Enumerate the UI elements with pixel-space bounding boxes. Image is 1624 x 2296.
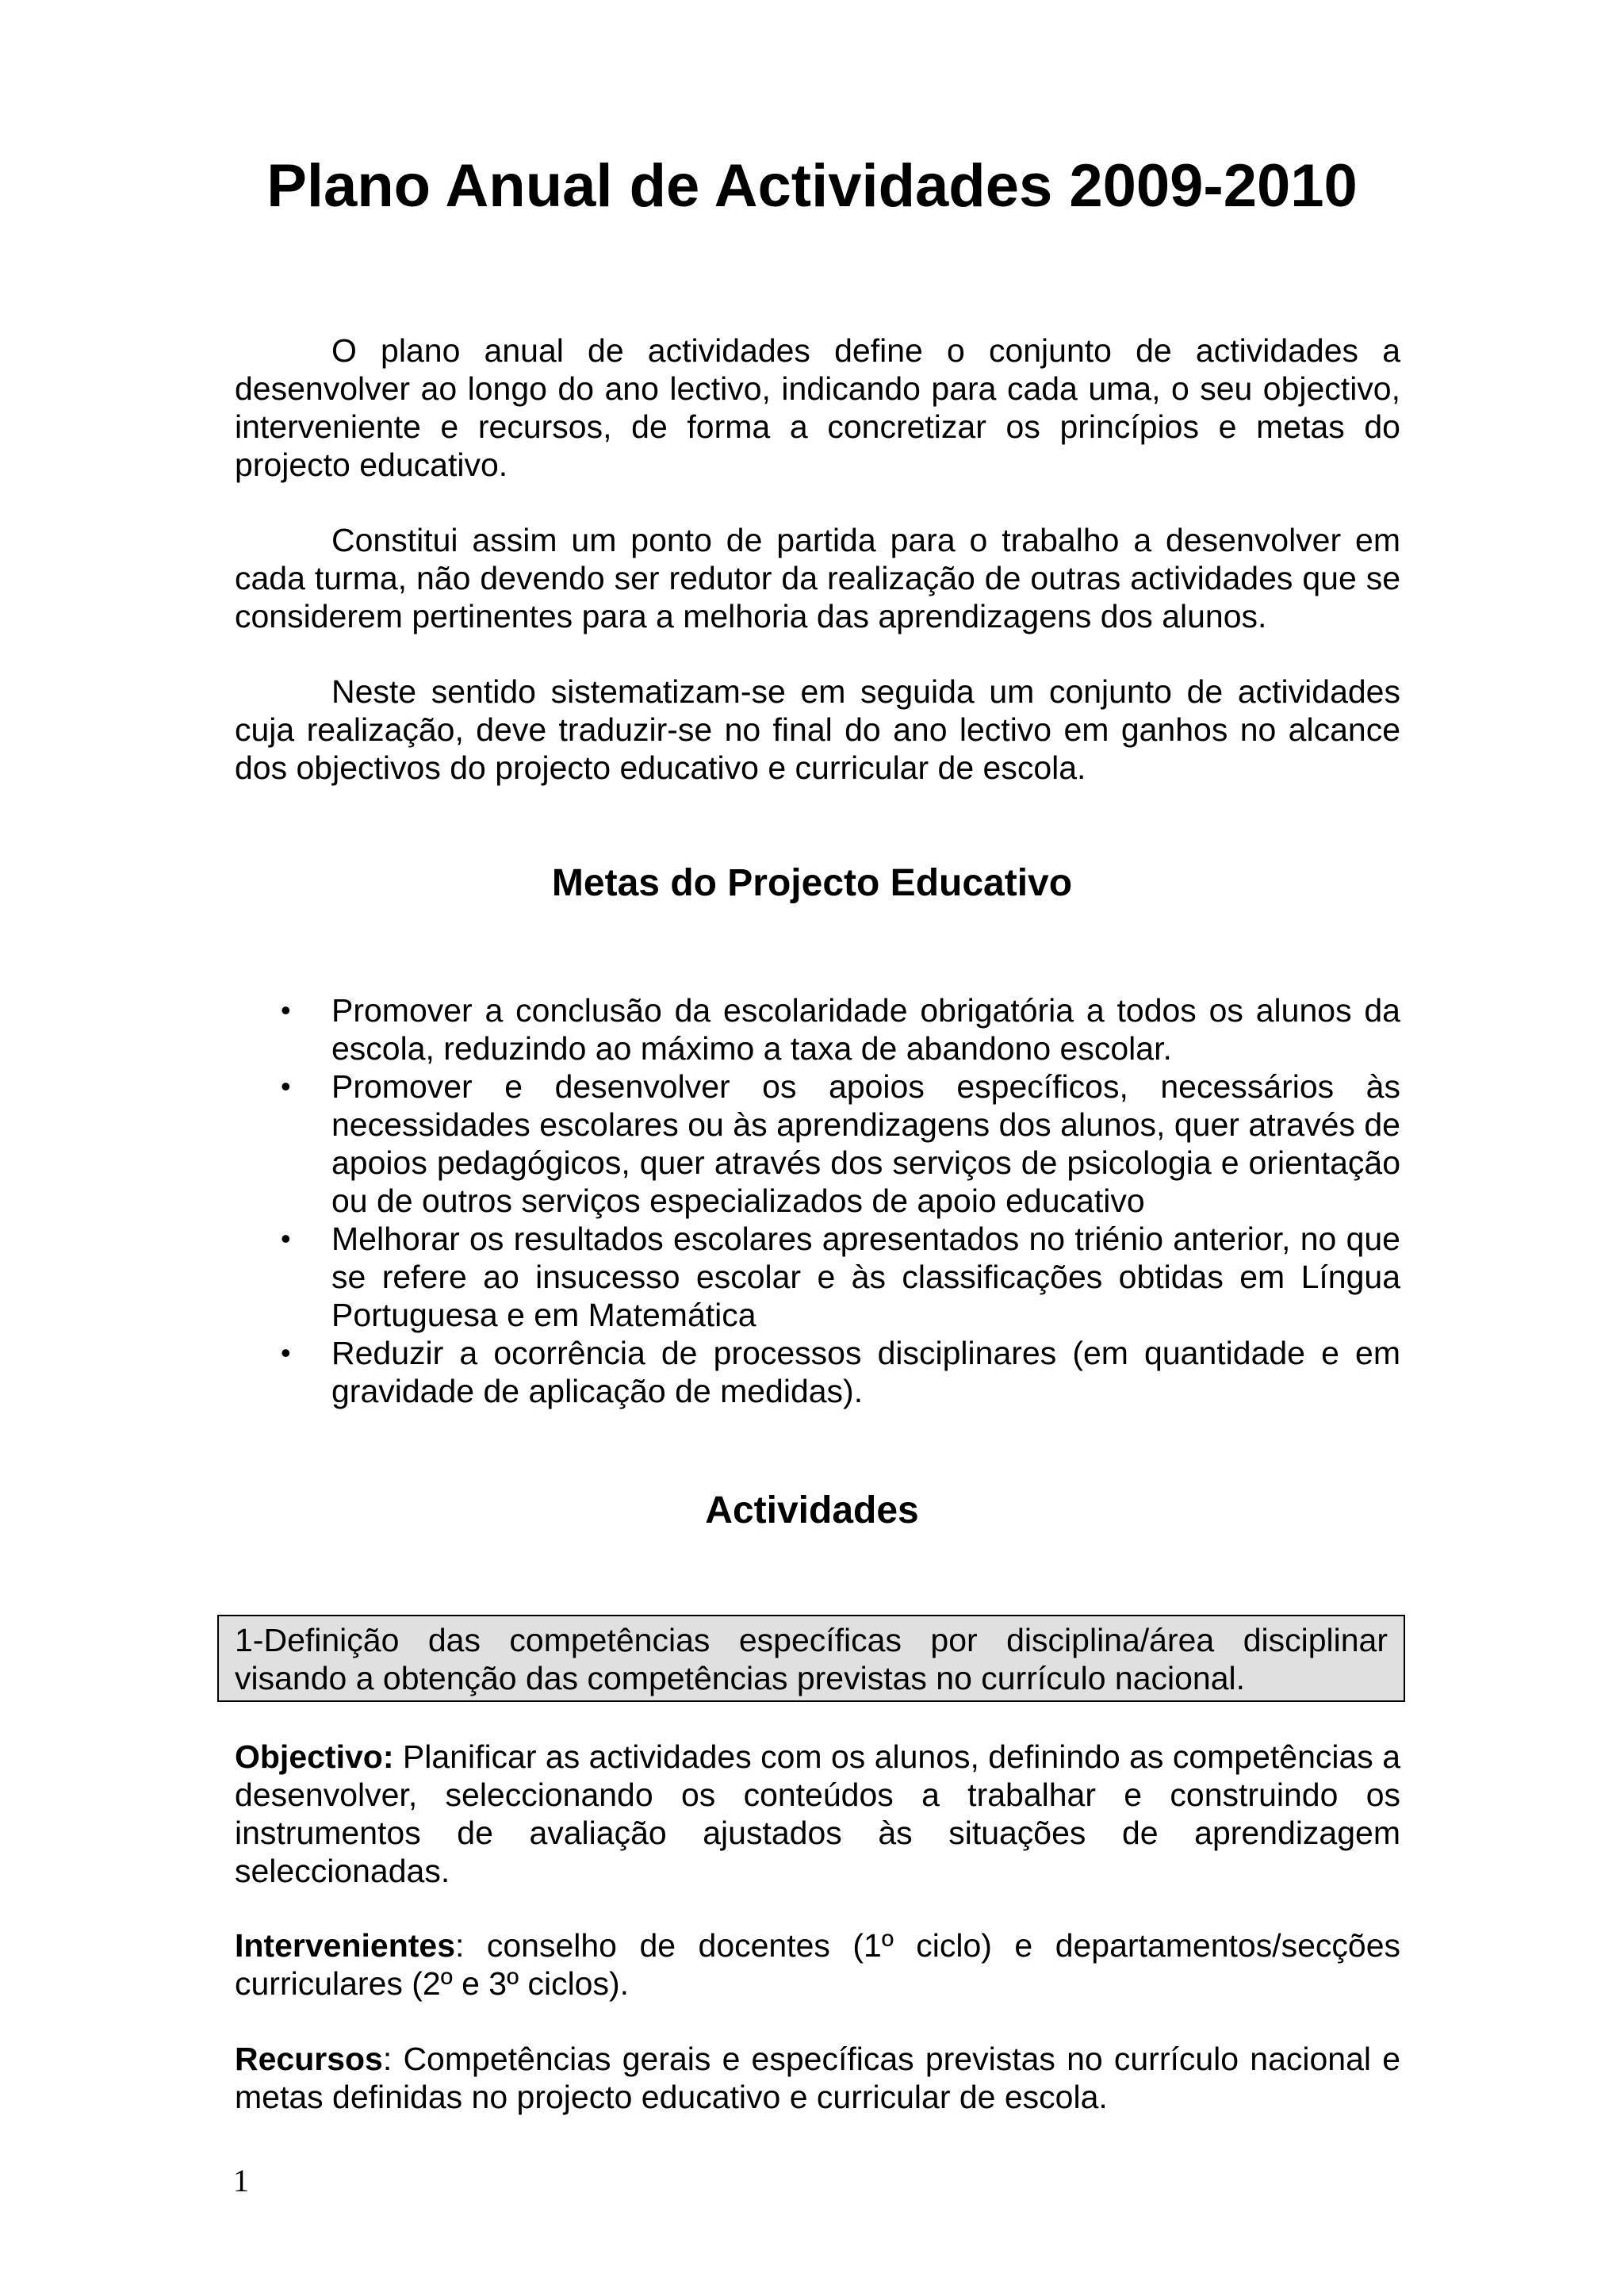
bullet-icon: • (281, 1222, 291, 1255)
intro-paragraph-2: Constitui assim um ponto de partida para o trabalho a desenvolver em cada turma, não devendo ser redutor da realização de outras actividades que se considerem pertinentes para a melhoria das aprendizagens dos alunos. (235, 522, 1400, 634)
intro-paragraph-1: O plano anual de actividades define o conjunto de actividades a desenvolver ao longo do ano lectivo, indicando para cada uma, o seu objectivo, interveniente e recursos, de forma a concretizar os princípios e metas do projecto educativo. (235, 332, 1400, 483)
bullet-icon: • (281, 1336, 291, 1369)
bullet-icon: • (281, 994, 291, 1026)
objective-label: Objectivo: (235, 1738, 394, 1775)
goal-text: Promover a conclusão da escolaridade obrigatória a todos os alunos da escola, reduzindo ao máximo a taxa de abandono escolar. (331, 992, 1400, 1067)
goal-item (235, 1334, 1400, 1410)
goal-text: Melhorar os resultados escolares apresentados no triénio anterior, no que se refere ao insucesso escolar e às classificações obtidas em Língua Portuguesa e em Matemática (331, 1221, 1400, 1333)
participants-text: : conselho de docentes (1º ciclo) e departamentos/secções curriculares (2º e 3º ciclos). (235, 1927, 1400, 2002)
goal-item (235, 1220, 1400, 1334)
resources-text: : Competências gerais e específicas previstas no currículo nacional e metas definidas no projecto educativo e curricular de escola. (235, 2041, 1400, 2115)
goal-item (235, 991, 1400, 1068)
participants-label: Intervenientes (235, 1927, 455, 1964)
goal-text: Promover e desenvolver os apoios específicos, necessários às necessidades escolares ou às aprendizagens dos alunos, quer através de apoios pedagógicos, quer através dos serviços de psicologia e orientação ou de outros serviços especializados de apoio educativo (331, 1068, 1400, 1219)
bullet-icon: • (281, 1070, 291, 1102)
document-title: Plano Anual de Actividades 2009-2010 (266, 152, 1358, 220)
page-number: 1 (233, 2163, 249, 2198)
resources-label: Recursos (235, 2041, 383, 2077)
goals-list (235, 991, 1400, 1410)
activity-title-box: 1-Definição das competências específicas por disciplina/área disciplinar visando a obtenção das competências previstas no currículo nacional. (217, 1615, 1405, 1702)
goal-text: Reduzir a ocorrência de processos disciplinares (em quantidade e em gravidade de aplicação de medidas). (331, 1335, 1400, 1409)
objective-text: Planificar as actividades com os alunos, definindo as competências a desenvolver, seleccionando os conteúdos a trabalhar e construindo os instrumentos de avaliação ajustados às situações de aprendizagem seleccionadas. (235, 1738, 1400, 1889)
intro-paragraph-3: Neste sentido sistematizam-se em seguida um conjunto de actividades cuja realização, deve traduzir-se no final do ano lectivo em ganhos no alcance dos objectivos do projecto educativo e curricular de escola. (235, 673, 1400, 786)
activity-objective (235, 1738, 1400, 1890)
activities-heading: Actividades (705, 1489, 919, 1531)
activity-resources (235, 2040, 1400, 2116)
goals-heading: Metas do Projecto Educativo (551, 862, 1073, 904)
goal-item (235, 1068, 1400, 1220)
activity-participants (235, 1926, 1400, 2003)
